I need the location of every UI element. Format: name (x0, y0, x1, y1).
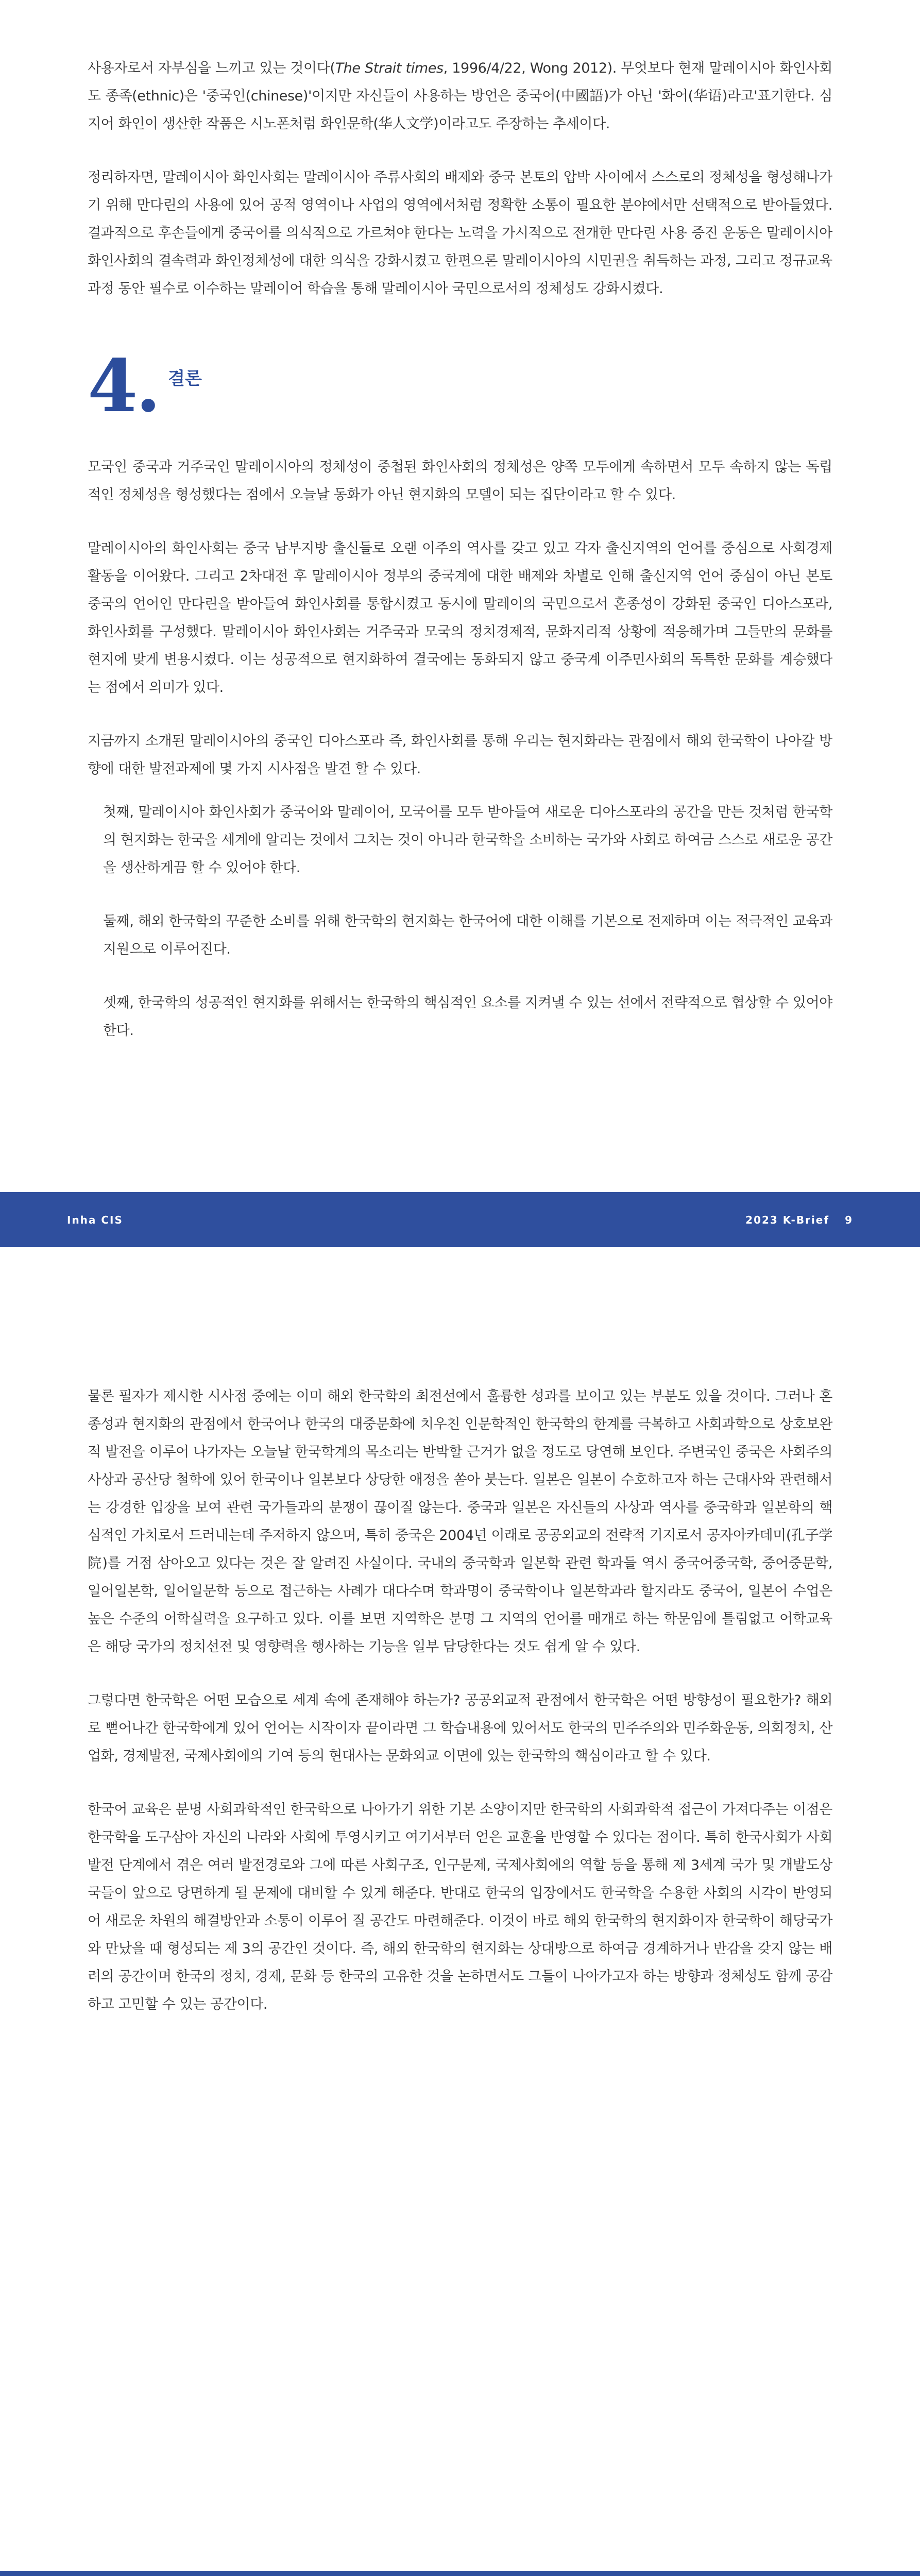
paragraph-conclusion-3: 지금까지 소개된 말레이시아의 중국인 디아스포라 즉, 화인사회를 통해 우리는 현지화라는 관점에서 해외 한국학이 나아갈 방향에 대한 발전과제에 몇 가지 시사점을 발견 할 수 있다. (88, 733, 832, 777)
page-number: 9 (845, 1214, 853, 1226)
page-9-body (88, 55, 832, 1071)
paragraph-2: 그렇다면 한국학은 어떤 모습으로 세계 속에 존재해야 하는가? 공공외교적 관점에서 한국학은 어떤 방향성이 필요한가? 해외로 뻗어나간 한국학에게 있어 언어는 시작이자 끝이라면 그 학습내용에 있어서도 한국의 민주주의와 민주화운동, 의회정치, 산업화, 경제발전, 국제사회에의 기여 등의 현대사는 문화외교 이면에 있는 한국학의 핵심이라고 할 수 있다. (88, 1692, 832, 1764)
point-first: 첫째, 말레이시아 화인사회가 중국어와 말레이어, 모국어를 모두 받아들여 새로운 디아스포라의 공간을 만든 것처럼 한국학의 현지화는 한국을 세계에 알리는 것에서 그치는 것이 아니라 한국학을 소비하는 국가와 사회로 하여금 스스로 새로운 공간을 생산하게끔 할 수 있어야 한다. (103, 804, 832, 876)
intro-text-part: , 1996/4/22, Wong 2012). 무엇보다 현재 말레이시아 화인사회도 종족(ethnic)은 '중국인(chinese)'이지만 자신들이 사용하는 방언은 중국어(中國語)가 아닌 '화어(华语)라고'표기한다. 심지어 화인이 생산한 작품은 시노폰처럼 화인문학(华人文学)이라고도 주장하는 추세이다. (88, 60, 832, 132)
paragraph-3: 한국어 교육은 분명 사회과학적인 한국학으로 나아가기 위한 기본 소양이지만 한국학의 사회과학적 접근이 가져다주는 이점은 한국학을 도구삼아 자신의 나라와 사회에 투영시키고 여기서부터 얻은 교훈을 반영할 수 있다는 점이다. 특히 한국사회가 사회발전 단계에서 겪은 여러 발전경로와 그에 따른 사회구조, 인구문제, 국제사회에의 역할 등을 통해 제 3세계 국가 및 개발도상국들이 앞으로 당면하게 될 문제에 대비할 수 있게 해준다. 반대로 한국의 입장에서도 한국학을 수용한 사회의 시각이 반영되어 새로운 차원의 해결방안과 소통이 이루어 질 공간도 마련해준다. 이것이 바로 해외 한국학의 현지화이자 한국학이 해당국가와 만났을 때 형성되는 제 3의 공간인 것이다. 즉, 해외 한국학의 현지화는 상대방으로 하여금 경계하거나 반감을 갖지 않는 배려의 공간이며 한국의 정치, 경제, 문화 등 한국의 고유한 것을 논하면서도 그들이 나아가고자 하는 방향과 정체성도 함께 공감하고 고민할 수 있는 공간이다. (88, 1802, 832, 2012)
footer-publisher: Inha CIS (67, 1214, 123, 1226)
footer-right (745, 1214, 853, 1226)
paragraph-summary: 정리하자면, 말레이시아 화인사회는 말레이시아 주류사회의 배제와 중국 본토의 압박 사이에서 스스로의 정체성을 형성해나가기 위해 만다린의 사용에 있어 공적 영역이나 사업의 영역에서처럼 정확한 소통이 필요한 분야에서만 선택적으로 받아들였다. 결과적으로 후손들에게 중국어를 의식적으로 가르쳐야 한다는 노력을 가시적으로 전개한 만다린 사용 증진 운동은 말레이시아 화인사회의 결속력과 화인정체성에 대한 의식을 강화시켰고 한편으론 말레이시아의 시민권을 취득하는 과정, 그리고 정규교육 과정 동안 필수로 이수하는 말레이어 학습을 통해 말레이시아 국민으로서의 정체성도 강화시켰다. (88, 170, 832, 297)
page-footer (0, 1192, 920, 1247)
paragraph-conclusion-1: 모국인 중국과 거주국인 말레이시아의 정체성이 중첩된 화인사회의 정체성은 양쪽 모두에게 속하면서 모두 속하지 않는 독립적인 정체성을 형성했다는 점에서 오늘날 동화가 아닌 현지화의 모델이 되는 집단이라고 할 수 있다. (88, 459, 832, 503)
page-footer (0, 2571, 920, 2576)
paragraph-conclusion-2: 말레이시아의 화인사회는 중국 남부지방 출신들로 오랜 이주의 역사를 갖고 있고 각자 출신지역의 언어를 중심으로 사회경제활동을 이어왔다. 그리고 2차대전 후 말레이시아 정부의 중국계에 대한 배제와 차별로 인해 출신지역 언어 중심이 아닌 본토 중국의 언어인 만다린을 받아들여 화인사회를 통합시켰고 동시에 말레이의 국민으로서 혼종성이 강화된 중국인 디아스포라, 화인사회를 구성했다. 말레이시아 화인사회는 거주국과 모국의 정치경제적, 문화지리적 상황에 적응해가며 그들만의 문화를 현지에 맞게 변용시켰다. 이는 성공적으로 현지화하여 결국에는 동화되지 않고 중국계 이주민사회의 독특한 문화를 계승했다는 점에서 의미가 있다. (88, 540, 832, 696)
page-gap (0, 1247, 920, 1298)
citation-title: The Strait times (335, 60, 444, 76)
footer-series: 2023 K-Brief (745, 1214, 830, 1226)
point-second: 둘째, 해외 한국학의 꾸준한 소비를 위해 한국학의 현지화는 한국어에 대한 이해를 기본으로 전제하며 이는 적극적인 교육과 지원으로 이루어진다. (103, 913, 832, 957)
page-10 (0, 1298, 920, 2576)
section-title: 결론 (168, 368, 202, 389)
point-third: 셋째, 한국학의 성공적인 현지화를 위해서는 한국학의 핵심적인 요소를 지켜낼 수 있는 선에서 전략적으로 협상할 수 있어야 한다. (103, 995, 832, 1039)
paragraph-1: 물론 필자가 제시한 시사점 중에는 이미 해외 한국학의 최전선에서 훌륭한 성과를 보이고 있는 부분도 있을 것이다. 그러나 혼종성과 현지화의 관점에서 한국어나 한국의 대중문화에 치우친 인문학적인 한국학의 한계를 극복하고 사회과학으로 상호보완적 발전을 이루어 나가자는 오늘날 한국학계의 목소리는 반박할 근거가 없을 정도로 당연해 보인다. 주변국인 중국은 사회주의 사상과 공산당 철학에 있어 한국이나 일본보다 상당한 애정을 쏟아 붓는다. 일본은 일본이 수호하고자 하는 근대사와 관련해서는 강경한 입장을 보여 관련 국가들과의 분쟁이 끊이질 않는다. 중국과 일본은 자신들의 사상과 역사를 중국학과 일본학의 핵심적인 가치로서 드러내는데 주저하지 않으며, 특히 중국은 2004년 이래로 공공외교의 전략적 기지로서 공자아카데미(孔子学院)를 거점 삼아오고 있다는 것은 잘 알려진 사실이다. 국내의 중국학과 일본학 관련 학과들 역시 중국어중국학, 중어중문학, 일어일본학, 일어일문학 등으로 접근하는 사례가 대다수며 학과명이 중국학이나 일본학과라 할지라도 중국어, 일본어 수업은 높은 수준의 어학실력을 요구하고 있다. 이를 보면 지역학은 분명 그 지역의 언어를 매개로 하는 학문임에 틀림없고 어학교육은 해당 국가의 정치선전 및 영향력을 행사하는 기능을 일부 담당한다는 것도 쉽게 알 수 있다. (88, 1388, 832, 1655)
section-number: 4. (88, 344, 159, 429)
page-10-body (88, 1383, 832, 2044)
page-9 (0, 0, 920, 1247)
section-heading (88, 340, 832, 429)
paragraph-intro (88, 55, 832, 138)
intro-text-part: 사용자로서 자부심을 느끼고 있는 것이다( (88, 60, 335, 76)
